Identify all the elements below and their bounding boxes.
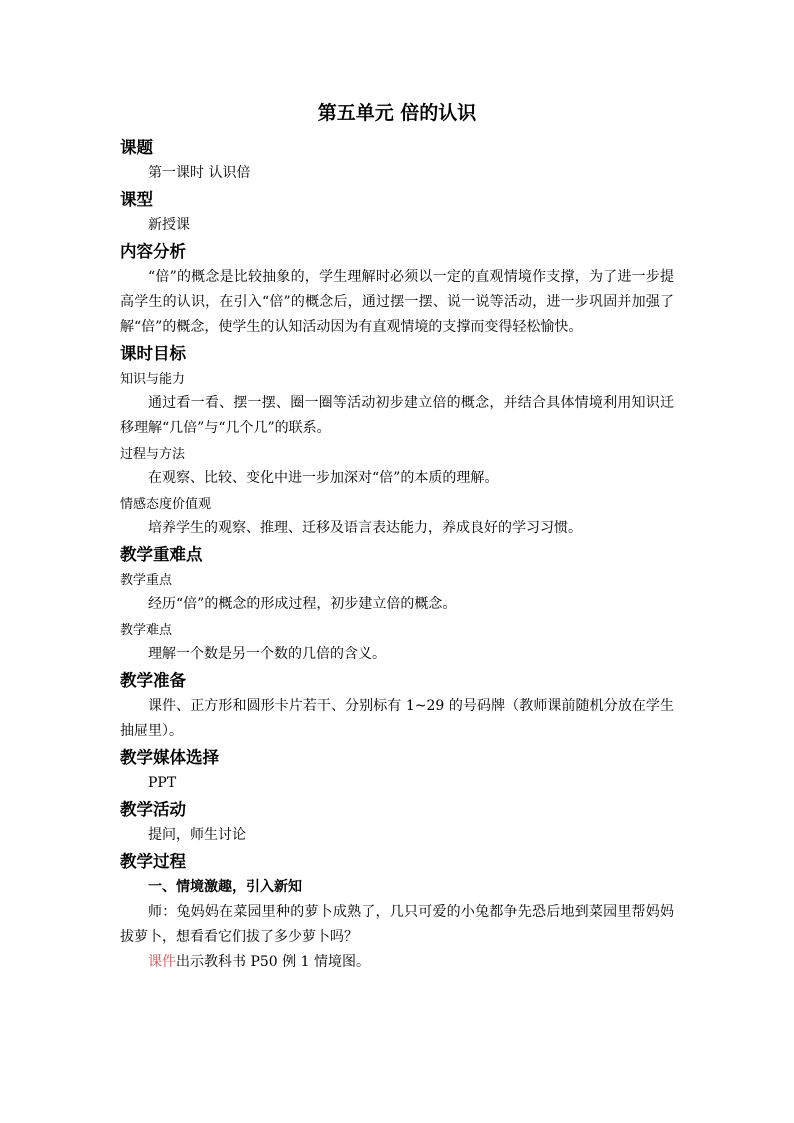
- subsection-heading-key-point: 教学重点: [120, 573, 173, 588]
- section-heading-lesson-type: 课型: [120, 190, 153, 209]
- courseware-label: 课件: [148, 954, 176, 970]
- process-teacher-line: 师：兔妈妈在菜园里种的萝卜成熟了，几只可爱的小兔都争先恐后地到菜园里帮妈妈拔萝卜，想看看它们拔了多少萝卜吗？: [120, 904, 674, 945]
- subsection-heading-difficulty: 教学难点: [120, 623, 173, 638]
- section-body-activities: 提问，师生讨论: [148, 827, 246, 843]
- section-heading-content-analysis: 内容分析: [120, 242, 186, 261]
- subsection-heading-process: 过程与方法: [120, 447, 186, 462]
- process-step-title: 一、情境激趣，引入新知: [148, 879, 302, 895]
- section-body-topic: 第一课时 认识倍: [148, 165, 251, 181]
- section-body-lesson-type: 新授课: [148, 217, 190, 233]
- section-heading-topic: 课题: [120, 138, 153, 157]
- document-title: 第五单元 倍的认识: [317, 102, 477, 124]
- section-body-preparation: 课件、正方形和圆形卡片若干、分别标有 1~29 的号码牌（教师课前随机分放在学生抽屉里）。: [120, 698, 674, 739]
- subsection-heading-knowledge: 知识与能力: [120, 372, 186, 387]
- courseware-text: 出示教科书 P50 例 1 情境图。: [176, 954, 370, 970]
- process-courseware-line: [120, 950, 674, 975]
- section-body-content-analysis: “倍”的概念是比较抽象的，学生理解时必须以一定的直观情境作支撑，为了进一步提高学生的认识，在引入“倍”的概念后，通过摆一摆、说一说等活动，进一步巩固并加强了解“倍”的概念，使学生的认知活动因为有直观情境的支撑而变得轻松愉快。: [120, 269, 674, 335]
- section-heading-activities: 教学活动: [120, 800, 186, 819]
- section-heading-key-points: 教学重难点: [120, 545, 203, 564]
- subsection-body-process: 在观察、比较、变化中进一步加深对“倍”的本质的理解。: [148, 470, 499, 486]
- subsection-heading-attitude: 情感态度价值观: [120, 497, 212, 512]
- subsection-body-key-point: 经历“倍”的概念的形成过程，初步建立倍的概念。: [148, 596, 457, 612]
- section-heading-media: 教学媒体选择: [120, 748, 219, 767]
- section-body-media: PPT: [148, 775, 177, 791]
- subsection-body-attitude: 培养学生的观察、推理、迁移及语言表达能力，养成良好的学习习惯。: [148, 520, 582, 536]
- section-heading-process: 教学过程: [120, 852, 186, 871]
- subsection-body-knowledge: 通过看一看、摆一摆、圈一圈等活动初步建立倍的概念，并结合具体情境利用知识迁移理解“几倍”与“几个几”的联系。: [120, 395, 674, 436]
- section-heading-preparation: 教学准备: [120, 671, 186, 690]
- section-heading-objectives: 课时目标: [120, 344, 186, 363]
- subsection-body-difficulty: 理解一个数是另一个数的几倍的含义。: [148, 646, 386, 662]
